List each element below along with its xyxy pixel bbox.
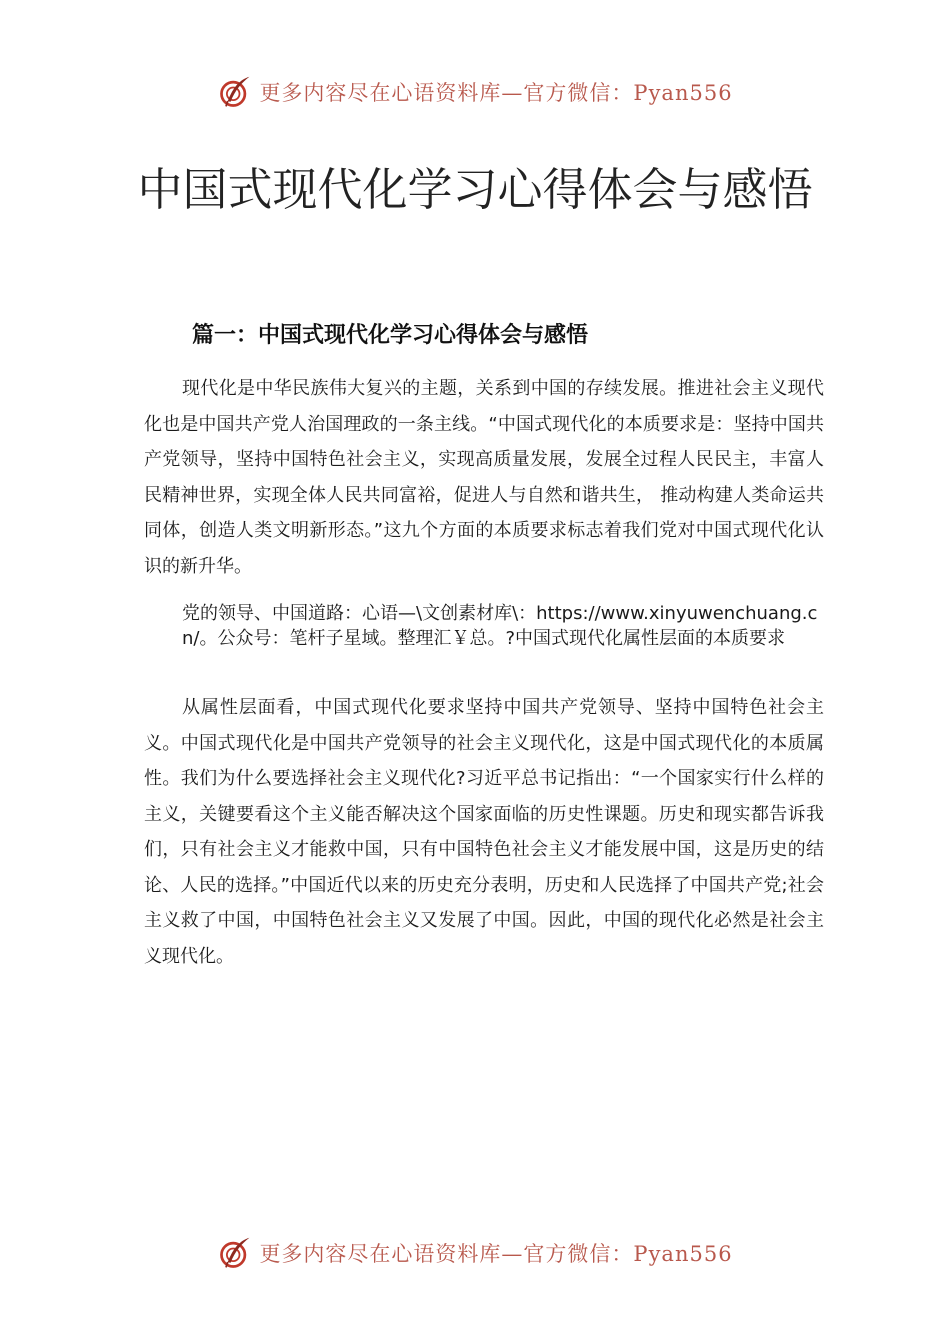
quill-pen-logo-icon xyxy=(217,74,253,110)
footer-banner xyxy=(0,1231,950,1275)
body-paragraph-2: 从属性层面看，中国式现代化要求坚持中国共产党领导、坚持中国特色社会主义。中国式现代化是中国共产党领导的社会主义现代化，这是中国式现代化的本质属性。我们为什么要选择社会主义现代化?习近平总书记指出：“一个国家实行什么样的主义，关键要看这个主义能否解决这个国家面临的历史性课题。历史和现实都告诉我们，只有社会主义才能救中国，只有中国特色社会主义才能发展中国，这是历史的结论、人民的选择。”中国近代以来的历史充分表明，历史和人民选择了中国共产党;社会主义救了中国，中国特色社会主义又发展了中国。因此，中国的现代化必然是社会主义现代化。 xyxy=(144,697,825,967)
body-paragraph-1: 现代化是中华民族伟大复兴的主题，关系到中国的存续发展。推进社会主义现代化也是中国共产党人治国理政的一条主线。“中国式现代化的本质要求是：坚持中国共产党领导，坚持中国特色社会主义，实现高质量发展，发展全过程人民民主，丰富人民精神世界，实现全体人民共同富裕，促进人与自然和谐共生， 推动构建人类命运共同体，创造人类文明新形态。”这九个方面的本质要求标志着我们党对中国式现代化认识的新升华。 xyxy=(144,378,824,577)
inserted-note: 党的领导、中国道路：心语—\文创素材库\：https://www.xinyuwenchuang.cn/。公众号：笔杆子星域。整理汇￥总。?中国式现代化属性层面的本质要求 xyxy=(182,603,818,649)
header-banner-text: 更多内容尽在心语资料库—官方微信：Pyan556 xyxy=(259,81,733,105)
section-heading: 篇一：中国式现代化学习心得体会与感悟 xyxy=(192,323,589,348)
quill-pen-logo-icon xyxy=(217,1235,253,1271)
document-title: 中国式现代化学习心得体会与感悟 xyxy=(137,163,813,216)
footer-banner-text: 更多内容尽在心语资料库—官方微信：Pyan556 xyxy=(259,1242,733,1266)
header-banner xyxy=(0,70,950,114)
